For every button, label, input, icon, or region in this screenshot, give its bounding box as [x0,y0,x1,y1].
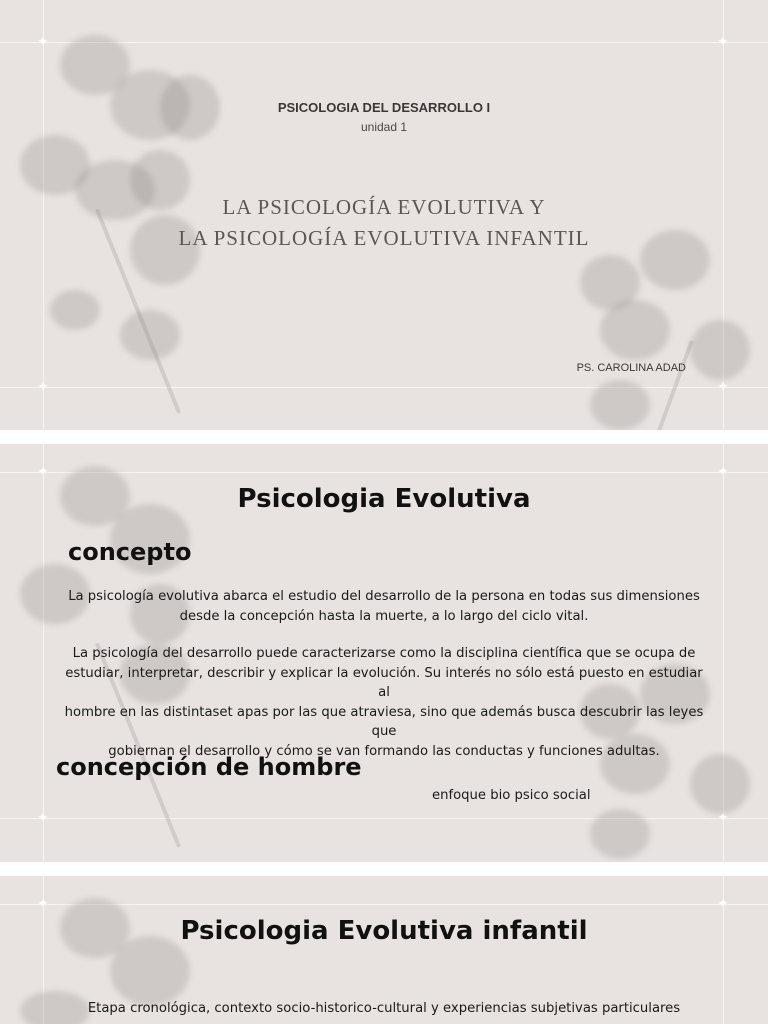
sparkle-icon: ✦ [717,379,729,395]
title-line: LA PSICOLOGÍA EVOLUTIVA INFANTIL [178,226,590,250]
slide-heading: Psicologia Evolutiva [237,484,531,514]
definition-paragraph [58,644,710,761]
text-line: hombre en las distintaset apas por las que atraviesa, sino que además busca descubrir las leyes que [64,704,704,739]
unit-label: unidad 1 [360,120,408,134]
slide-separator [0,862,768,876]
sparkle-icon: ✦ [37,896,49,912]
man-concept-subheading: concepción de hombre [56,753,362,781]
slide-heading: Psicologia Evolutiva infantil [180,916,588,946]
presentation-title [0,192,768,254]
sparkle-icon: ✦ [37,810,49,826]
concept-subheading: concepto [68,538,192,566]
text-line: estudiar, interpretar, describir y explicar la evolución. Su interés no sólo está puesto en estudiar al [65,665,703,700]
title-line: LA PSICOLOGÍA EVOLUTIVA Y [222,195,546,219]
concept-paragraph [58,587,710,626]
text-line: desde la concepción hasta la muerte, a lo largo del ciclo vital. [179,608,589,624]
slide-1 [0,0,768,430]
text-line: gobiernan el desarrollo y cómo se van formando las conductas y funciones adultas. [108,743,660,759]
approach-note: enfoque bio psico social [432,788,591,803]
sparkle-icon: ✦ [37,34,49,50]
grid-line [0,818,768,819]
text-line: La psicología del desarrollo puede caracterizarse como la disciplina científica que se ocupa de [72,646,696,661]
slide-2 [0,444,768,862]
sparkle-icon: ✦ [37,379,49,395]
sparkle-icon: ✦ [717,810,729,826]
sparkle-icon: ✦ [37,464,49,480]
grid-line [0,387,768,388]
sparkle-icon: ✦ [717,896,729,912]
slide-separator [0,430,768,444]
text-line: La psicología evolutiva abarca el estudio del desarrollo de la persona en todas sus dimensiones [68,589,700,604]
intro-paragraph: Etapa cronológica, contexto socio-historico-cultural y experiencias subjetivas particulares [87,1001,681,1016]
sparkle-icon: ✦ [717,464,729,480]
author-name: PS. CAROLINA ADAD [576,362,686,374]
slide-3 [0,876,768,1024]
course-title: PSICOLOGIA DEL DESARROLLO I [277,100,491,115]
sparkle-icon: ✦ [717,34,729,50]
